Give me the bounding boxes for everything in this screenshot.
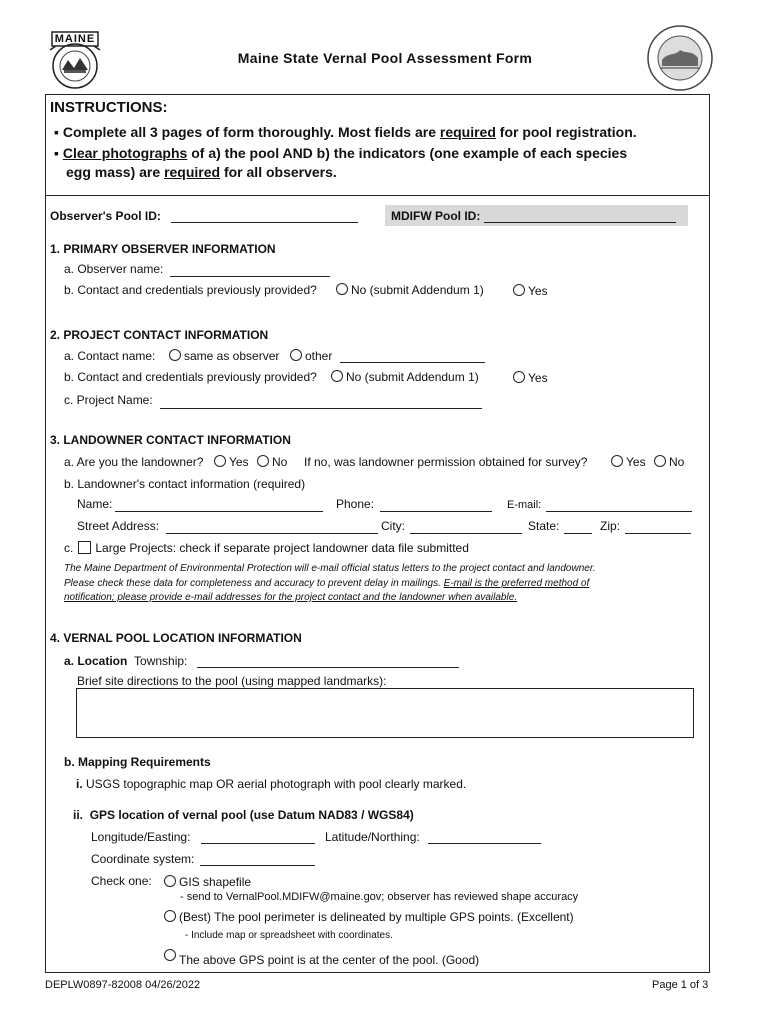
instructions-heading: INSTRUCTIONS: (50, 99, 168, 116)
section-4-title: 4. VERNAL POOL LOCATION INFORMATION (50, 631, 302, 645)
s2-no-option[interactable]: No (submit Addendum 1) (329, 370, 479, 384)
s2-other-option[interactable]: other (288, 349, 332, 363)
instruction-bullet-2-cont: egg mass) are required for all observers. (66, 164, 337, 180)
s4-longitude-label: Longitude/Easting: (91, 830, 191, 844)
checkbox-icon[interactable] (78, 541, 91, 554)
s1-yes-option[interactable]: Yes (511, 284, 548, 298)
s3-city-field[interactable] (410, 520, 522, 534)
page-title: Maine State Vernal Pool Assessment Form (237, 50, 533, 66)
s2-other-field[interactable] (340, 349, 485, 363)
s4-longitude-field[interactable] (201, 830, 315, 844)
s3-phone-field[interactable] (380, 498, 492, 512)
s3-permission-no-option[interactable]: No (652, 455, 684, 469)
radio-icon[interactable] (169, 349, 181, 361)
s4-usgs-item: i. USGS topographic map OR aerial photograph with pool clearly marked. (76, 777, 467, 791)
s3-contact-info-label: b. Landowner's contact information (required) (64, 477, 306, 491)
radio-icon[interactable] (164, 875, 176, 887)
s3-street-field[interactable] (166, 520, 378, 534)
s3-no-option[interactable]: No (255, 455, 287, 469)
s4-check-one-label: Check one: (91, 874, 152, 888)
s4-coord-field[interactable] (200, 852, 315, 866)
s3-phone-label: Phone: (336, 497, 375, 511)
section-3-title: 3. LANDOWNER CONTACT INFORMATION (50, 433, 291, 447)
s3-state-field[interactable] (564, 520, 592, 534)
s3-note-line-1: The Maine Department of Environmental Protection will e-mail official status letters to the project contact and landowner. (64, 563, 596, 574)
s4-township-field[interactable] (197, 654, 459, 668)
s4-directions-textarea[interactable] (76, 688, 694, 738)
section-2-title: 2. PROJECT CONTACT INFORMATION (50, 328, 269, 342)
s4-opt-perimeter-sub: - Include map or spreadsheet with coordinates. (185, 930, 393, 941)
section-1-title: 1. PRIMARY OBSERVER INFORMATION (50, 242, 276, 256)
s3-email-field[interactable] (546, 498, 692, 512)
s3-note-line-2: Please check these data for completeness and accuracy to prevent delay in mailings. E-mail is the preferred method of (64, 578, 590, 589)
s3-permission-yes-option[interactable]: Yes (609, 455, 646, 469)
s3-note-line-3: notification; please provide e-mail addresses for the project contact and the landowner when available. (64, 592, 518, 603)
footer-code: DEPLW0897-82008 04/26/2022 (45, 979, 201, 991)
s4-latitude-field[interactable] (428, 830, 541, 844)
radio-icon[interactable] (611, 455, 623, 467)
mdifw-pool-id-label: MDIFW Pool ID: (391, 209, 481, 223)
observer-pool-id-field[interactable] (171, 209, 358, 223)
s4-directions-label: Brief site directions to the pool (using mapped landmarks): (77, 674, 387, 688)
s3-yes-option[interactable]: Yes (212, 455, 249, 469)
s3-street-label: Street Address: (77, 519, 160, 533)
dep-seal (646, 24, 714, 92)
radio-icon[interactable] (654, 455, 666, 467)
radio-icon[interactable] (257, 455, 269, 467)
s3-email-label: E-mail: (507, 499, 542, 511)
s3-state-label: State: (528, 519, 560, 533)
s3-city-label: City: (381, 519, 405, 533)
s2-credentials-label: b. Contact and credentials previously provided? (64, 370, 317, 384)
s3-name-field[interactable] (115, 498, 323, 512)
s3-permission-label: If no, was landowner permission obtained for survey? (304, 455, 588, 469)
radio-icon[interactable] (290, 349, 302, 361)
s4-opt-shapefile[interactable]: GIS shapefile (162, 875, 251, 889)
s4-location-row: a. Location Township: (64, 654, 188, 668)
s2-contact-name-label: a. Contact name: (64, 349, 156, 363)
instruction-bullet-1: ▪ Complete all 3 pages of form thoroughly. Most fields are required for pool registration. (54, 124, 637, 140)
footer-page: Page 1 of 3 (652, 979, 709, 991)
mdifw-pool-id-field[interactable] (484, 209, 676, 223)
s3-zip-field[interactable] (625, 520, 691, 534)
radio-icon[interactable] (331, 370, 343, 382)
s1-credentials-label: b. Contact and credentials previously provided? (64, 283, 317, 297)
instruction-bullet-2: ▪ Clear photographs of a) the pool AND b) the indicators (one example of each species (54, 145, 628, 161)
s2-project-name-field[interactable] (160, 395, 482, 409)
s1-no-option[interactable]: No (submit Addendum 1) (334, 283, 484, 297)
s2-project-name-label: c. Project Name: (64, 393, 153, 407)
s3-large-projects[interactable]: c. Large Projects: check if separate project landowner data file submitted (64, 541, 469, 555)
s2-same-option[interactable]: same as observer (167, 349, 279, 363)
logo-text: MAINE (54, 33, 96, 45)
s4-opt-shapefile-sub: - send to VernalPool.MDIFW@maine.gov; observer has reviewed shape accuracy (180, 891, 579, 903)
radio-icon[interactable] (513, 371, 525, 383)
s4-coord-label: Coordinate system: (91, 852, 195, 866)
s4-gps-heading: ii. GPS location of vernal pool (use Datum NAD83 / WGS84) (73, 808, 414, 822)
s1-observer-name-label: a. Observer name: (64, 262, 164, 276)
seal-text (646, 24, 647, 25)
radio-icon[interactable] (336, 283, 348, 295)
s4-latitude-label: Latitude/Northing: (325, 830, 420, 844)
radio-icon[interactable] (513, 284, 525, 296)
observer-pool-id-label: Observer's Pool ID: (50, 209, 161, 223)
s3-name-label: Name: (77, 497, 113, 511)
s4-opt-center[interactable]: The above GPS point is at the center of the pool. (Good) (162, 949, 479, 967)
s1-observer-name-field[interactable] (170, 263, 330, 277)
s3-zip-label: Zip: (600, 519, 621, 533)
radio-icon[interactable] (164, 949, 176, 961)
s3-landowner-label: a. Are you the landowner? (64, 455, 204, 469)
s2-yes-option[interactable]: Yes (511, 371, 548, 385)
s4-opt-perimeter[interactable]: (Best) The pool perimeter is delineated by multiple GPS points. (Excellent) (162, 910, 574, 924)
radio-icon[interactable] (164, 910, 176, 922)
radio-icon[interactable] (214, 455, 226, 467)
s4-mapping-title: b. Mapping Requirements (64, 755, 211, 769)
